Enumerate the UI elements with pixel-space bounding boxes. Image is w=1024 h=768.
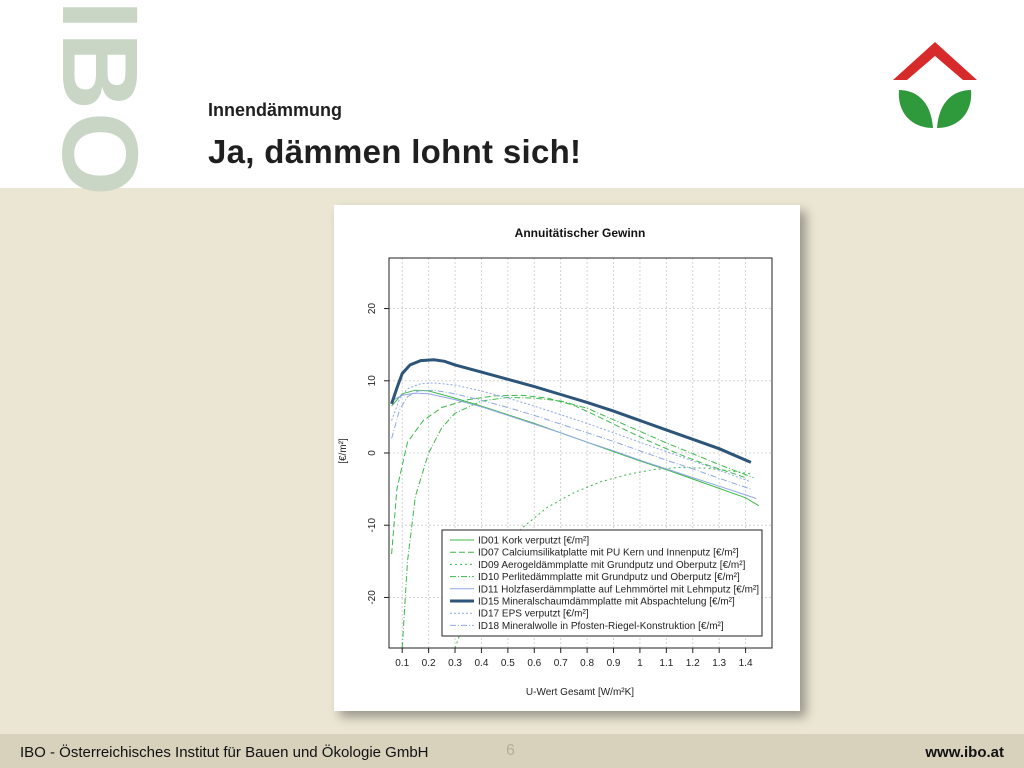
x-tick-label: 1 bbox=[637, 658, 643, 669]
legend-label: ID10 Perlitedämmplatte mit Grundputz und Oberputz [€/m²] bbox=[478, 572, 740, 584]
y-tick-label: -20 bbox=[367, 590, 378, 605]
series-line bbox=[392, 393, 757, 498]
ibo-logo bbox=[893, 42, 977, 130]
x-tick-label: 0.9 bbox=[606, 658, 621, 669]
x-tick-label: 1.3 bbox=[712, 658, 727, 669]
y-tick-label: 0 bbox=[367, 450, 378, 456]
y-tick-label: -10 bbox=[367, 517, 378, 533]
legend-label: ID09 Aerogeldämmplatte mit Grundputz und Oberputz [€/m²] bbox=[478, 559, 746, 571]
y-tick-label: 20 bbox=[367, 302, 378, 315]
legend-label: ID07 Calciumsilikatplatte mit PU Kern und Innenputz [€/m²] bbox=[478, 547, 739, 559]
footer-website-link[interactable]: www.ibo.at bbox=[925, 744, 1004, 761]
y-axis-label: [€/m²] bbox=[338, 438, 349, 464]
x-tick-label: 0.2 bbox=[421, 658, 436, 669]
ibo-logo-leaves-icon bbox=[899, 90, 971, 128]
x-tick-label: 0.4 bbox=[474, 658, 489, 669]
legend-label: ID17 EPS verputzt [€/m²] bbox=[478, 608, 589, 620]
ibo-watermark bbox=[40, 0, 162, 199]
x-tick-label: 0.3 bbox=[448, 658, 462, 669]
legend-label: ID18 Mineralwolle in Pfosten-Riegel-Konstruktion [€/m²] bbox=[478, 620, 724, 632]
x-tick-label: 1.4 bbox=[738, 658, 753, 669]
page-number: 6 bbox=[506, 742, 515, 759]
x-tick-label: 0.5 bbox=[500, 658, 515, 669]
x-tick-label: 0.6 bbox=[527, 658, 542, 669]
legend-label: ID11 Holzfaserdämmplatte auf Lehmmörtel mit Lehmputz [€/m²] bbox=[478, 584, 760, 596]
chart-svg bbox=[334, 205, 800, 711]
x-tick-label: 0.1 bbox=[395, 658, 410, 669]
chart-frame bbox=[334, 205, 800, 711]
x-tick-label: 1.2 bbox=[685, 658, 700, 669]
legend-label: ID15 Mineralschaumdämmplatte mit Abspachtelung [€/m²] bbox=[478, 596, 735, 608]
ibo-logo-roof-icon bbox=[893, 42, 977, 80]
chart-title: Annuitätischer Gewinn bbox=[514, 226, 646, 240]
series-line bbox=[392, 390, 759, 506]
x-tick-label: 0.8 bbox=[580, 658, 595, 669]
slide-title: Ja, dämmen lohnt sich! bbox=[208, 133, 582, 170]
legend-label: ID01 Kork verputzt [€/m²] bbox=[478, 535, 590, 547]
footer-organization: IBO - Österreichisches Institut für Bauen und Ökologie GmbH bbox=[20, 744, 429, 761]
section-label: Innendämmung bbox=[208, 100, 342, 120]
chart-legend bbox=[442, 530, 762, 636]
x-tick-label: 0.7 bbox=[553, 658, 568, 669]
y-tick-label: 10 bbox=[367, 375, 378, 387]
ibo-watermark-text: IBO bbox=[40, 0, 161, 199]
x-tick-label: 1.1 bbox=[659, 658, 674, 669]
series-line bbox=[392, 360, 751, 463]
x-axis-label: U-Wert Gesamt [W/m²K] bbox=[525, 687, 635, 698]
